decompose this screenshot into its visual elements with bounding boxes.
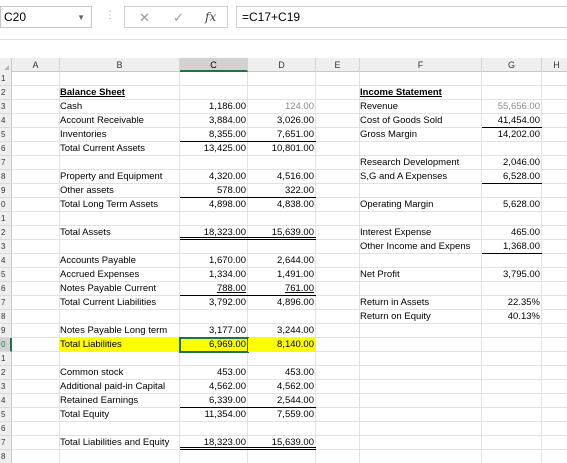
value-d-accr[interactable]: 1,491.00 [277, 269, 314, 280]
row-label-np[interactable]: Net Profit [360, 269, 400, 280]
row-label-roe[interactable]: Return on Equity [360, 311, 431, 322]
value-g-roa[interactable]: 22.35% [507, 297, 540, 308]
row-header[interactable]: 1 [0, 352, 12, 366]
row-label-sga[interactable]: S,G and A Expenses [360, 171, 448, 182]
row-header[interactable]: 6 [0, 422, 12, 436]
value-c-re[interactable]: 6,339.00 [180, 394, 248, 408]
value-c-ap[interactable]: 1,670.00 [209, 255, 246, 266]
value-d-inv[interactable]: 7,651.00 [248, 128, 316, 142]
balance-sheet-title[interactable]: Balance Sheet [60, 87, 125, 98]
row-header[interactable]: 4 [0, 394, 12, 408]
value-c-cash[interactable]: 1,186.00 [209, 101, 246, 112]
row-header[interactable]: 5 [0, 268, 12, 282]
value-c-ppe[interactable]: 4,320.00 [209, 171, 246, 182]
row-label-tl[interactable]: Total Liabilities [60, 338, 180, 352]
value-d-tl[interactable]: 8,140.00 [248, 338, 316, 352]
value-d-te[interactable]: 7,559.00 [277, 409, 314, 420]
row-label-inv[interactable]: Inventories [60, 129, 107, 140]
column-header-b[interactable]: B [60, 58, 180, 72]
column-header-a[interactable]: A [12, 58, 60, 72]
row-label-om[interactable]: Operating Margin [360, 199, 434, 210]
value-d-tcl[interactable]: 4,896.00 [277, 297, 314, 308]
formula-input[interactable] [236, 6, 567, 28]
row-header[interactable]: 3 [0, 100, 12, 114]
row-label-ap[interactable]: Accounts Payable [60, 255, 137, 266]
value-c-npc[interactable]: 788.00 [180, 282, 248, 296]
row-label-ta[interactable]: Total Assets [60, 227, 111, 238]
value-d-ta[interactable]: 15,639.00 [248, 226, 316, 240]
value-c-tca[interactable]: 13,425.00 [203, 143, 246, 154]
row-label-rev[interactable]: Revenue [360, 101, 399, 112]
value-d-ar[interactable]: 3,026.00 [277, 115, 314, 126]
value-c-cs[interactable]: 453.00 [216, 367, 246, 378]
row-label-tlta[interactable]: Total Long Term Assets [60, 199, 159, 210]
row-label-cogs[interactable]: Cost of Goods Sold [360, 115, 443, 126]
cancel-icon[interactable]: ✕ [139, 10, 150, 25]
row-headers [0, 72, 12, 463]
value-c-ta[interactable]: 18,323.00 [180, 226, 248, 240]
row-header[interactable]: 5 [0, 408, 12, 422]
value-g-om[interactable]: 5,628.00 [503, 199, 540, 210]
value-c-tlta[interactable]: 4,898.00 [209, 199, 246, 210]
value-c-tl[interactable]: 6,969.00 [180, 338, 248, 352]
row-header[interactable]: 4 [0, 114, 12, 128]
row-header[interactable]: 1 [0, 212, 12, 226]
value-d-cash[interactable]: 124.00 [284, 101, 314, 112]
formula-bar [0, 0, 567, 40]
row-header[interactable]: 6 [0, 282, 12, 296]
row-label-oie[interactable]: Other Income and Expens [360, 241, 471, 252]
row-header[interactable]: 3 [0, 240, 12, 254]
value-c-tle[interactable]: 18,323.00 [180, 436, 248, 450]
value-g-roe[interactable]: 40.13% [507, 311, 540, 322]
value-d-nplt[interactable]: 3,244.00 [277, 325, 314, 336]
value-g-sga[interactable]: 6,528.00 [482, 170, 542, 184]
row-header[interactable]: 5 [0, 128, 12, 142]
row-header[interactable]: 8 [0, 450, 12, 463]
row-label-ppe[interactable]: Property and Equipment [60, 171, 163, 182]
spreadsheet-grid [0, 58, 567, 463]
row-header[interactable]: 8 [0, 310, 12, 324]
row-header[interactable]: 3 [0, 380, 12, 394]
row-label-cash[interactable]: Cash [60, 101, 83, 112]
value-c-tcl[interactable]: 3,792.00 [209, 297, 246, 308]
more-options-icon[interactable]: ⋮ [105, 10, 114, 21]
value-g-rev[interactable]: 55,656.00 [497, 101, 540, 112]
row-label-ar[interactable]: Account Receivable [60, 115, 144, 126]
value-d-tca[interactable]: 10,801.00 [271, 143, 314, 154]
row-label-nplt[interactable]: Notes Payable Long term [60, 325, 168, 336]
name-box[interactable] [0, 6, 92, 28]
row-header[interactable]: 7 [0, 296, 12, 310]
value-g-oie[interactable]: 1,368.00 [482, 240, 542, 254]
column-header-c[interactable]: C [180, 58, 248, 72]
row-header[interactable]: 8 [0, 170, 12, 184]
row-header[interactable]: 4 [0, 254, 12, 268]
column-header-f[interactable]: F [360, 58, 482, 72]
row-label-tca[interactable]: Total Current Assets [60, 143, 146, 154]
formula-text: =C17+C19 [242, 10, 301, 24]
row-header[interactable]: 0 [0, 198, 12, 212]
value-c-inv[interactable]: 8,355.00 [180, 128, 248, 142]
row-header[interactable]: 6 [0, 142, 12, 156]
value-d-other[interactable]: 322.00 [248, 184, 316, 198]
row-header[interactable]: 9 [0, 324, 12, 338]
insert-function-icon[interactable]: fx [205, 10, 217, 24]
value-c-ar[interactable]: 3,884.00 [209, 115, 246, 126]
value-g-cogs[interactable]: 41,454.00 [482, 114, 542, 128]
value-g-gm[interactable]: 14,202.00 [497, 129, 540, 140]
row-label-apic[interactable]: Additional paid-in Capital [60, 381, 166, 392]
value-c-te[interactable]: 11,354.00 [204, 409, 246, 420]
row-label-te[interactable]: Total Equity [60, 409, 110, 420]
value-g-rd[interactable]: 2,046.00 [503, 157, 540, 168]
value-d-cs[interactable]: 453.00 [284, 367, 314, 378]
value-c-apic[interactable]: 4,562.00 [209, 381, 246, 392]
row-label-tle[interactable]: Total Liabilities and Equity [60, 437, 170, 448]
row-label-roa[interactable]: Return in Assets [360, 297, 430, 308]
enter-icon[interactable]: ✓ [173, 10, 184, 25]
cell-area[interactable] [12, 72, 567, 463]
select-all-button[interactable] [0, 58, 12, 72]
row-label-ie[interactable]: Interest Expense [360, 227, 432, 238]
row-header[interactable]: 2 [0, 86, 12, 100]
income-statement-title[interactable]: Income Statement [360, 87, 442, 98]
row-header[interactable]: 7 [0, 436, 12, 450]
value-g-np[interactable]: 3,795.00 [503, 269, 540, 280]
column-headers [0, 58, 567, 72]
row-header[interactable]: 9 [0, 184, 12, 198]
row-label-tcl[interactable]: Total Current Liabilities [60, 297, 157, 308]
formula-buttons [124, 6, 228, 28]
row-label-accr[interactable]: Accrued Expenses [60, 269, 140, 280]
row-header[interactable]: 2 [0, 226, 12, 240]
value-d-npc[interactable]: 761.00 [248, 282, 316, 296]
row-header[interactable]: 2 [0, 366, 12, 380]
row-header[interactable]: 7 [0, 156, 12, 170]
column-header-d[interactable]: D [248, 58, 316, 72]
value-d-tle[interactable]: 15,639.00 [248, 436, 316, 450]
value-d-re[interactable]: 2,544.00 [248, 394, 316, 408]
value-c-accr[interactable]: 1,334.00 [209, 269, 246, 280]
column-header-e[interactable]: E [316, 58, 360, 72]
chevron-down-icon[interactable]: ▼ [77, 13, 85, 22]
row-label-cs[interactable]: Common stock [60, 367, 124, 378]
value-c-other[interactable]: 578.00 [180, 184, 248, 198]
value-d-tlta[interactable]: 4,838.00 [277, 199, 314, 210]
value-d-apic[interactable]: 4,562.00 [277, 381, 314, 392]
value-g-ie[interactable]: 465.00 [510, 227, 540, 238]
row-label-re[interactable]: Retained Earnings [60, 395, 139, 406]
row-header[interactable]: 1 [0, 72, 12, 86]
value-d-ppe[interactable]: 4,516.00 [277, 171, 314, 182]
row-label-gm[interactable]: Gross Margin [360, 129, 418, 140]
column-header-h[interactable]: H [542, 58, 567, 72]
row-label-rd[interactable]: Research Development [360, 157, 460, 168]
row-header[interactable]: 0 [0, 338, 12, 352]
row-label-npc[interactable]: Notes Payable Current [60, 283, 157, 294]
name-box-value: C20 [4, 10, 27, 24]
column-header-g[interactable]: G [482, 58, 542, 72]
row-label-other[interactable]: Other assets [60, 185, 114, 196]
value-d-ap[interactable]: 2,644.00 [277, 255, 314, 266]
value-c-nplt[interactable]: 3,177.00 [209, 325, 246, 336]
